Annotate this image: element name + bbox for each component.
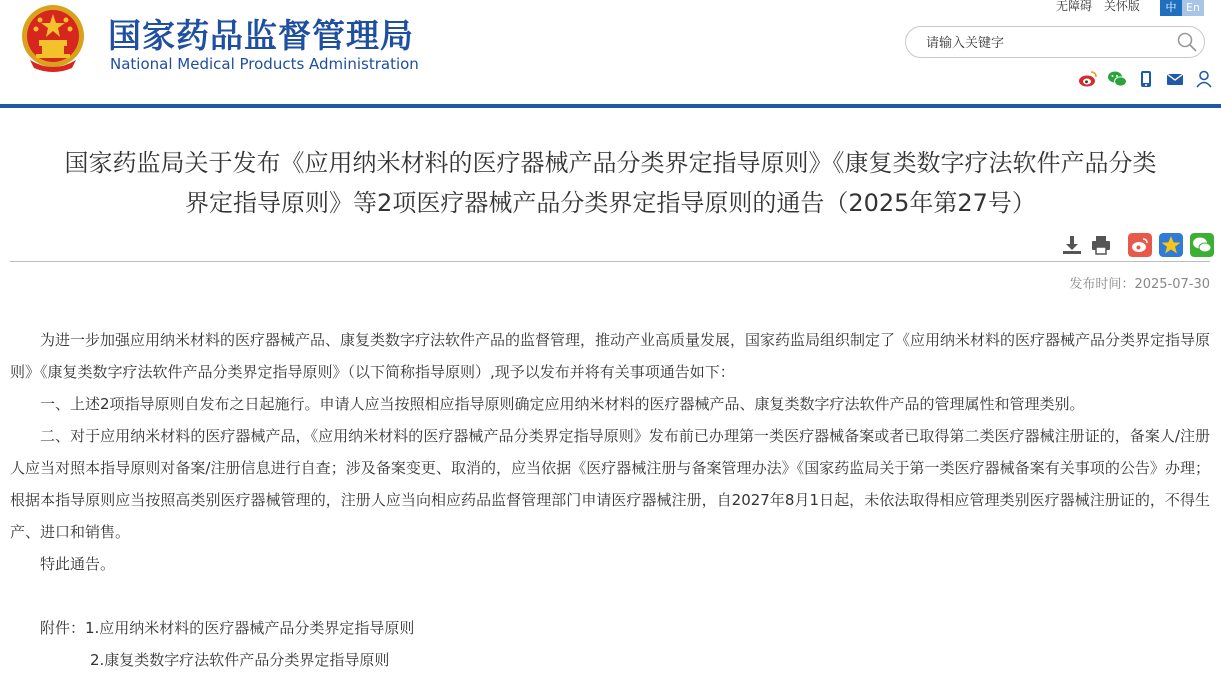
user-icon[interactable] bbox=[1194, 69, 1214, 89]
qzone-share-icon[interactable] bbox=[1159, 233, 1183, 257]
search-box bbox=[905, 26, 1205, 58]
email-icon[interactable] bbox=[1165, 69, 1185, 89]
site-header bbox=[0, 0, 1221, 104]
search-icon[interactable] bbox=[1176, 31, 1198, 53]
spacer bbox=[10, 580, 1210, 612]
mobile-icon[interactable] bbox=[1136, 69, 1156, 89]
national-emblem-icon[interactable] bbox=[20, 2, 86, 74]
paragraph-item-2: 二、对于应用纳米材料的医疗器械产品，《应用纳米材料的医疗器械产品分类界定指导原则》发布前已办理第一类医疗器械备案或者已取得第二类医疗器械注册证的，备案人/注册人应当对照本指导原则对备案/注册信息进行自查；涉及备案变更、取消的，应当依据《医疗器械注册与备案管理办法》《国家药监局关于第一类医疗器械备案有关事项的公告》办理；根据本指导原则应当按照高类别医疗器械管理的，注册人应当向相应药品监督管理部门申请医疗器械注册，自2027年8月1日起，未依法取得相应管理类别医疗器械注册证的，不得生产、进口和销售。 bbox=[10, 427, 1210, 541]
search-input[interactable] bbox=[924, 32, 1168, 54]
site-name-en[interactable]: National Medical Products Administration bbox=[110, 55, 419, 73]
language-switch bbox=[1160, 0, 1204, 16]
attachment-link-1[interactable]: 附件：1.应用纳米材料的医疗器械产品分类界定指导原则 bbox=[40, 619, 415, 637]
lang-en-button[interactable]: En bbox=[1182, 0, 1204, 16]
article-title-line1: 国家药监局关于发布《应用纳米材料的医疗器械产品分类界定指导原则》《康复类数字疗法软件产品分类 bbox=[64, 149, 1157, 177]
paragraph-closing: 特此通告。 bbox=[40, 555, 116, 573]
article-title-line2: 界定指导原则》等2项医疗器械产品分类界定指导原则的通告（2025年第27号） bbox=[185, 189, 1036, 217]
paragraph-intro: 为进一步加强应用纳米材料的医疗器械产品、康复类数字疗法软件产品的监督管理，推动产业高质量发展，国家药监局组织制定了《应用纳米材料的医疗器械产品分类界定指导原则》《康复类数字疗法软件产品分类界定指导原则》（以下简称指导原则）,现予以发布并将有关事项通告如下： bbox=[10, 331, 1211, 381]
attachment-link-2[interactable]: 2.康复类数字疗法软件产品分类界定指导原则 bbox=[90, 651, 390, 669]
print-icon[interactable] bbox=[1089, 233, 1113, 257]
publish-date-label: 发布时间： bbox=[1069, 277, 1135, 292]
share-buttons bbox=[1128, 233, 1216, 259]
download-icon[interactable] bbox=[1060, 233, 1084, 257]
top-links bbox=[1056, 0, 1148, 14]
accessibility-link[interactable]: 无障碍 bbox=[1056, 0, 1093, 13]
article-tools bbox=[1060, 233, 1113, 259]
wechat-share-icon[interactable] bbox=[1190, 233, 1214, 257]
lang-zh-button[interactable]: 中 bbox=[1160, 0, 1182, 16]
weibo-icon[interactable] bbox=[1078, 69, 1098, 89]
paragraph-item-1: 一、上述2项指导原则自发布之日起施行。申请人应当按照相应指导原则确定应用纳米材料的医疗器械产品、康复类数字疗法软件产品的管理属性和管理类别。 bbox=[40, 395, 1085, 413]
social-links bbox=[1078, 68, 1218, 88]
publish-date bbox=[1069, 273, 1210, 292]
header-divider bbox=[0, 104, 1221, 108]
care-mode-link[interactable]: 关怀版 bbox=[1103, 0, 1140, 13]
wechat-icon[interactable] bbox=[1107, 69, 1127, 89]
publish-date-value: 2025-07-30 bbox=[1134, 277, 1210, 292]
weibo-share-icon[interactable] bbox=[1128, 233, 1152, 257]
article-body bbox=[10, 324, 1210, 676]
article-title bbox=[0, 143, 1221, 223]
title-divider bbox=[10, 261, 1210, 262]
site-name-cn[interactable]: 国家药品监督管理局 bbox=[108, 16, 414, 55]
